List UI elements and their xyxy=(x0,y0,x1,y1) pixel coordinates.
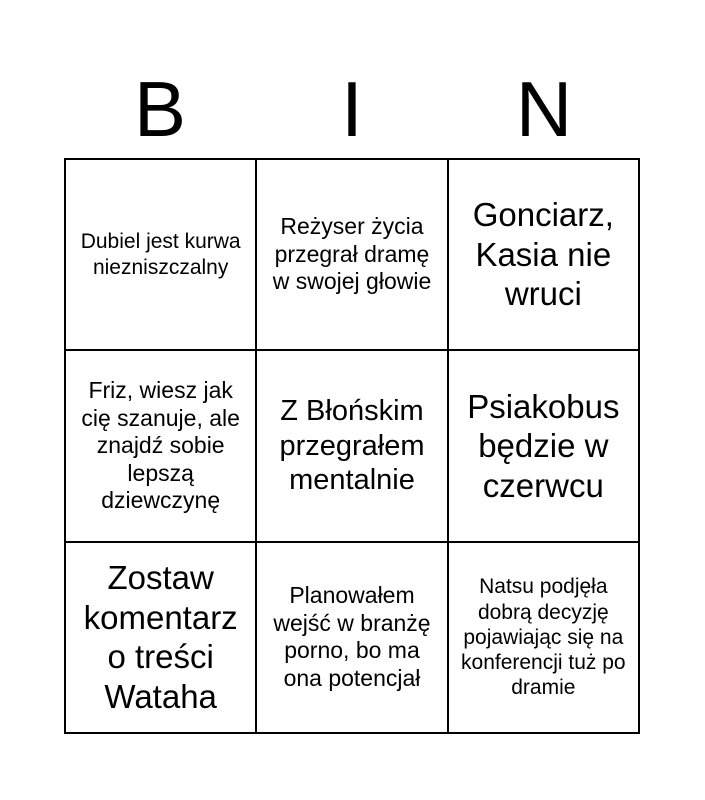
bingo-cell-7[interactable] xyxy=(66,543,257,734)
bingo-cell-8[interactable] xyxy=(257,543,448,734)
bingo-cell-text: Planowałem wejść w branżę porno, bo ma ona potencjał xyxy=(273,582,431,691)
header-letter-i: I xyxy=(341,65,363,153)
bingo-cell-3[interactable] xyxy=(449,160,640,351)
bingo-cell-4[interactable] xyxy=(66,351,257,542)
bingo-grid xyxy=(64,158,640,734)
bingo-cell-text: Dubiel jest kurwa niezniszczalny xyxy=(80,230,241,279)
header-letter-n: N xyxy=(515,65,573,153)
bingo-header xyxy=(64,60,640,158)
bingo-cell-2[interactable] xyxy=(257,160,448,351)
bingo-cell-9[interactable] xyxy=(449,543,640,734)
bingo-cell-5[interactable] xyxy=(257,351,448,542)
bingo-cell-1[interactable] xyxy=(66,160,257,351)
bingo-cell-text: Z Błońskim przegrałem mentalnie xyxy=(279,394,425,497)
header-letter-b: B xyxy=(133,65,187,153)
bingo-cell-text: Zostaw komentarz o treści Wataha xyxy=(83,559,238,715)
bingo-cell-text: Gonciarz, Kasia nie wruci xyxy=(472,196,614,313)
bingo-cell-text: Friz, wiesz jak cię szanuje, ale znajdź sobie lepszą dziewczynę xyxy=(81,377,240,514)
bingo-cell-6[interactable] xyxy=(449,351,640,542)
bingo-cell-text: Psiakobus będzie w czerwcu xyxy=(467,387,620,504)
bingo-cell-text: Natsu podjęła dobrą decyzję pojawiając się na konferencji tuż po dramie xyxy=(461,575,626,700)
bingo-cell-text: Reżyser życia przegrał dramę w swojej głowie xyxy=(272,213,432,295)
